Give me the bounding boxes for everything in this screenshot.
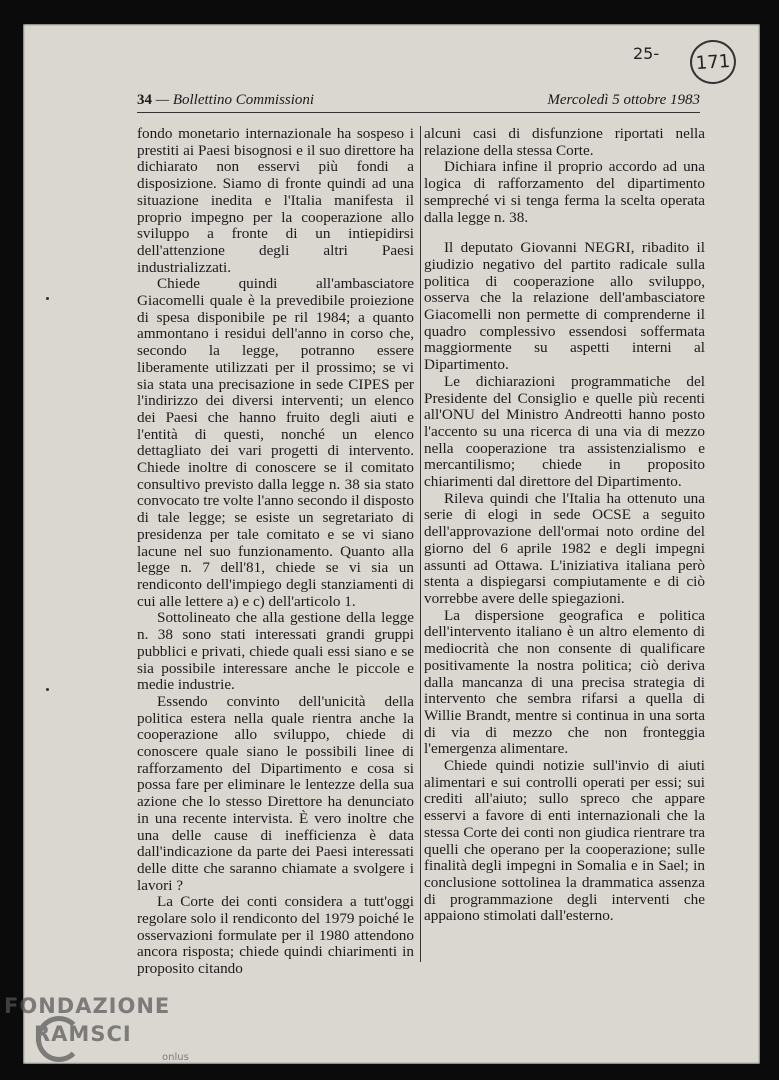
- running-header: [137, 90, 700, 113]
- paragraph: Dichiara infine il proprio accordo ad una logica di rafforzamento del dipartimento sempreché vi si tenga ferma la scelta operata dalla legge n. 38.: [424, 158, 705, 226]
- paragraph: Il deputato Giovanni NEGRI, ribadito il giudizio negativo del partito radicale sulla politica di cooperazione allo sviluppo, osserva che la relazione dell'ambasciatore Giacomelli non permette di comprenderne il quadro complessivo essendosi soffermata maggiormente su aspetti interni al Dipartimento.: [424, 239, 705, 374]
- paragraph: Chiede quindi all'ambasciatore Giacomelli quale è la prevedibile proiezione di spesa disponibile pe ril 1984; a quanto ammontano i residui dell'anno in corso che, secondo la legge, potranno essere liberamente utilizzati per il prossimo; se vi sia stata una precisazione in sede CIPES per l'indirizzo dei diversi interventi; un elenco dei Paesi che hanno fruito degli aiuti e l'entità di questi, nonché un elenco dettagliato dei vari progetti di intervento. Chiede inoltre di conoscere se il comitato consultivo previsto dalla legge n. 38 sia stato convocato tre volte l'anno secondo il disposto di tale legge; se esiste un segretariato di presidenza per tale comitato e se vi siano lacune nel suo funzionamento. Quanto alla legge n. 7 dell'81, chiede se vi sia un rendiconto dell'impiego degli stanziamenti di cui alle lettere a) e c) dell'articolo 1.: [137, 275, 414, 610]
- paragraph: La dispersione geografica e politica dell'intervento italiano è un altro elemento di mediocrità che non consente di qualificare positivamente la nostra politica; ciò deriva dalla mancanza di una precisa strategia di intervento che sembra rifarsi a quella di Willie Brandt, mentre si continua in una sorta di via di mezzo che non fronteggia l'emergenza alimentare.: [424, 606, 705, 758]
- paragraph: Le dichiarazioni programmatiche del Presidente del Consiglio e quelle più recenti all'ONU del Ministro Andreotti hanno posto l'accento su una ricerca di una via di mezzo nella cooperazione tra assistenzialismo e mercantilismo; chiede in proposito chiarimenti dal direttore del Dipartimento.: [424, 372, 705, 491]
- watermark-line2: RAMSCI: [34, 1022, 132, 1046]
- paper-speck: [46, 688, 49, 691]
- paragraph: La Corte dei conti considera a tutt'oggi regolare solo il rendiconto del 1979 poiché le osservazioni formulate per il 1980 attendono ancora risposta; chiede quindi chiarimenti in proposito citando: [137, 893, 414, 978]
- watermark-logo: [4, 994, 204, 1074]
- stamp-number: 171: [695, 50, 731, 74]
- page-number: 34: [137, 92, 152, 108]
- paragraph: Rileva quindi che l'Italia ha ottenuto una serie di elogi in sede OCSE a seguito dell'approvazione dell'ormai noto ordine del giorno del 6 aprile 1982 e degli impegni assunti ad Ottawa. L'iniziativa italiana però stenta a dispiegarsi compiutamente e di ciò vorrebbe avere delle spiegazioni.: [424, 489, 705, 607]
- folio-annotation: 25-: [633, 44, 660, 63]
- paragraph: Sottolineato che alla gestione della legge n. 38 sono stati interessati grandi gruppi pubblici e privati, chiede quali essi siano e se sia possibile interessare anche le piccole e medie industrie.: [137, 609, 414, 694]
- left-column: [137, 125, 421, 978]
- paragraph: fondo monetario internazionale ha sospeso i prestiti ai Paesi bisognosi e il suo direttore ha dichiarato non esservi più fondi a disposizione. Siamo di fronte quindi ad una situazione inedita e l'Italia manifesta il proprio impegno per la cooperazione allo sviluppo a fronte di un intiepidirsi dell'attenzione degli altri Paesi industrializzati.: [137, 125, 414, 276]
- header-date: Mercoledì 5 ottobre 1983: [547, 92, 700, 108]
- watermark-line1: FONDAZIONE: [4, 994, 171, 1018]
- watermark-line3: onlus: [162, 1052, 189, 1063]
- paragraph: Chiede quindi notizie sull'invio di aiuti alimentari e sui controlli operati per essi; sui crediti all'aiuto; sullo spreco che appare esservi a favore di enti internazionali che la stessa Corte dei conti non giudica rientrare tra quelli che operano per la cooperazione; sulle finalità degli impegni in Somalia e in Sael; in conclusione sottolinea la drammatica assenza di programmazione degli interventi che appaiono stimolati dall'esterno.: [424, 757, 705, 925]
- header-left: [137, 92, 314, 109]
- paragraph: Essendo convinto dell'unicità della politica estera nella quale rientra anche la cooperazione allo sviluppo, chiede di conoscere quale siano le possibili linee di rafforzamento del Dipartimento e cosa si possa fare per eliminare le lentezze della sua azione che lo stesso Direttore ha denunciato in una recente intervista. È vero inoltre che una delle cause di inefficienza è data dall'indicazione da parte dei Paesi interessati delle ditte che saranno chiamate a svolgere i lavori ?: [137, 692, 414, 894]
- right-column: [424, 126, 705, 925]
- journal-title: — Bollettino Commissioni: [155, 92, 315, 108]
- paper-speck: [46, 297, 49, 300]
- paragraph: alcuni casi di disfunzione riportati nella relazione della stessa Corte.: [424, 125, 705, 159]
